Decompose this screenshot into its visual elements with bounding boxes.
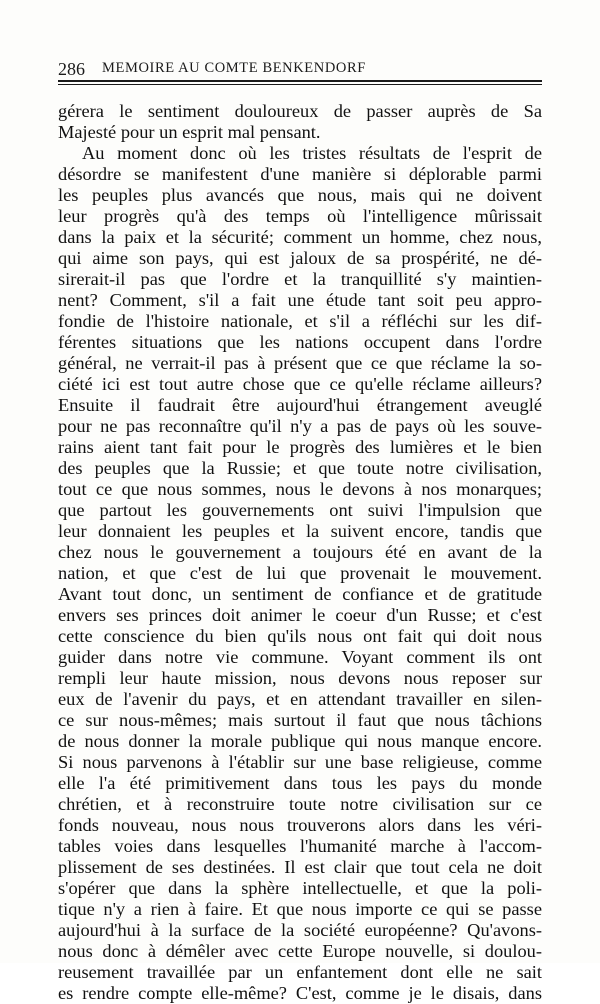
text-line: Majesté pour un esprit mal pensant. — [58, 122, 321, 142]
text-line: férentes situations que les nations occupent dans l'ordre — [58, 332, 542, 352]
text-line: qui aime son pays, qui est jaloux de sa prospérité, ne dé- — [58, 248, 542, 268]
text-line: chrétien, et à reconstruire toute notre civilisation sur ce — [58, 794, 542, 814]
text-line: général, ne verrait-il pas à présent que ce que réclame la so- — [58, 353, 542, 373]
text-line: tout ce que nous sommes, nous le devons à nos monarques; — [58, 479, 542, 499]
text-line: pour ne pas reconnaître qu'il n'y a pas de pays où les souve- — [58, 416, 542, 436]
text-line: rempli leur haute mission, nous devons nous reposer sur — [58, 668, 542, 688]
text-line: ciété ici est tout autre chose que ce qu'elle réclame ailleurs? — [58, 374, 542, 394]
text-line: reusement travaillée par un enfantement dont elle ne sait — [58, 962, 542, 982]
text-line: plissement de ses destinées. Il est clair que tout cela ne doit — [58, 857, 542, 877]
text-line: de nous donner la morale publique qui nous manque encore. — [58, 731, 542, 751]
text-line: guider dans notre vie commune. Voyant comment ils ont — [58, 647, 542, 667]
text-line: Au moment donc où les tristes résultats de l'esprit de — [82, 143, 542, 163]
text-line: sirerait-il pas que l'ordre et la tranquillité s'y maintien- — [58, 269, 542, 289]
page-number: 286 — [58, 59, 85, 79]
text-line: cette conscience du bien qu'ils nous ont fait qui doit nous — [58, 626, 542, 646]
text-line: nent? Comment, s'il a fait une étude tant soit peu appro- — [58, 290, 542, 310]
text-line: leur donnaient les peuples et la suivent encore, tandis que — [58, 521, 542, 541]
text-line: gérera le sentiment douloureux de passer auprès de Sa — [58, 101, 542, 121]
text-line: envers ses princes doit animer le coeur d'un Russe; et c'est — [58, 605, 542, 625]
text-line: es rendre compte elle-même? C'est, comme je le disais, dans — [58, 983, 542, 1003]
text-line: elle l'a été primitivement dans tous les pays du monde — [58, 773, 542, 793]
text-line: tique n'y a rien à faire. Et que nous importe ce qui se passe — [58, 899, 542, 919]
body-text — [58, 101, 542, 1004]
text-line: eux de l'avenir du pays, et en attendant travailler en silen- — [58, 689, 542, 709]
text-line: rains aient tant fait pour le progrès des lumières et le bien — [58, 437, 542, 457]
text-line: s'opérer que dans la sphère intellectuelle, et que la poli- — [58, 878, 542, 898]
running-title: MEMOIRE AU COMTE BENKENDORF — [102, 60, 366, 76]
text-line: nation, et que c'est de lui que provenait le mouvement. — [58, 563, 542, 583]
page-header — [58, 50, 542, 78]
text-line: dans la paix et la sécurité; comment un homme, chez nous, — [58, 227, 542, 247]
header-rule-thick — [58, 80, 542, 82]
text-line: leur progrès qu'à des temps où l'intelligence mûrissait — [58, 206, 542, 226]
text-line: les peuples plus avancés que nous, mais qui ne doivent — [58, 185, 542, 205]
text-line: désordre se manifestent d'une manière si déplorable parmi — [58, 164, 542, 184]
text-line: tables voies dans lesquelles l'humanité marche à l'accom- — [58, 836, 542, 856]
text-line: aujourd'hui à la surface de la société européenne? Qu'avons- — [58, 920, 542, 940]
text-line: des peuples que la Russie; et que toute notre civilisation, — [58, 458, 542, 478]
text-line: nous donc à démêler avec cette Europe nouvelle, si doulou- — [58, 941, 542, 961]
text-line: Si nous parvenons à l'établir sur une base religieuse, comme — [58, 752, 542, 772]
text-line: ce sur nous-mêmes; mais surtout il faut que nous tâchions — [58, 710, 542, 730]
text-line: Ensuite il faudrait être aujourd'hui étrangement aveuglé — [58, 395, 542, 415]
text-line: que partout les gouvernements ont suivi l'impulsion que — [58, 500, 542, 520]
text-line: fonds nouveau, nous nous trouverons alors dans les véri- — [58, 815, 542, 835]
header-rule-thin — [58, 84, 542, 85]
text-line: chez nous le gouvernement a toujours été en avant de la — [58, 542, 542, 562]
text-line: Avant tout donc, un sentiment de confiance et de gratitude — [58, 584, 542, 604]
text-line: fondie de l'histoire nationale, et s'il a réfléchi sur les dif- — [58, 311, 542, 331]
